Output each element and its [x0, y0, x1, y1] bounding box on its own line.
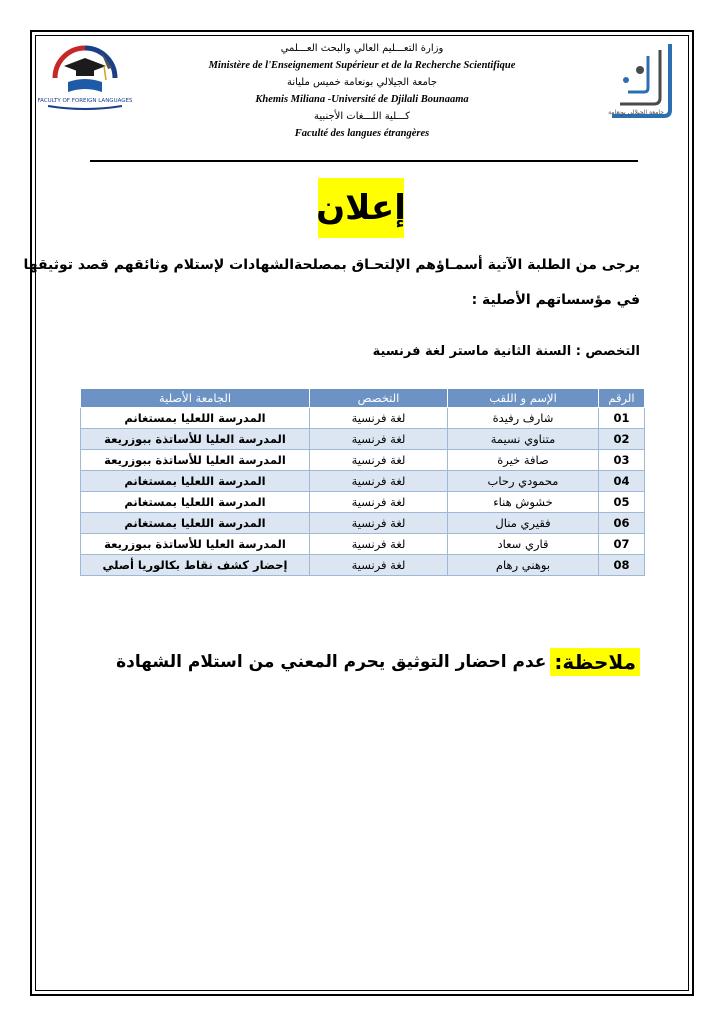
- table-row: [81, 450, 645, 471]
- row-name: قاري سعاد: [448, 534, 599, 555]
- specialty-line: التخصص : السنة الثانية ماستر لغة فرنسية: [372, 344, 640, 359]
- row-number: 04: [599, 471, 645, 492]
- university-name-fr: Khemis Miliana -Université de Djilali Bounaama: [255, 94, 469, 105]
- row-specialty: لغة فرنسية: [310, 555, 448, 576]
- row-number: 03: [599, 450, 645, 471]
- row-specialty: لغة فرنسية: [310, 534, 448, 555]
- row-university: المدرسة اللعليا بمستغانم: [81, 492, 310, 513]
- row-specialty: لغة فرنسية: [310, 513, 448, 534]
- row-university: المدرسة العليا للأساتذة ببوزريعة: [81, 429, 310, 450]
- university-logo-caption: جامعة الجيلالي بونعامة: [608, 109, 664, 116]
- table-row: [81, 408, 645, 429]
- table-row: [81, 471, 645, 492]
- faculty-name-ar: كـــلية اللـــغات الأجنبية: [314, 111, 410, 122]
- letterhead: [160, 40, 564, 142]
- row-number: 07: [599, 534, 645, 555]
- university-logo: [600, 40, 686, 122]
- row-specialty: لغة فرنسية: [310, 429, 448, 450]
- table-row: [81, 492, 645, 513]
- row-university: إحضار كشف نقاط بكالوريا أصلي: [81, 555, 310, 576]
- university-name-ar: جامعة الجيلالي بونعامة خميس مليانة: [286, 77, 438, 88]
- students-table: [80, 388, 645, 576]
- ministry-name-fr: Ministère de l'Enseignement Supérieur et de la Recherche Scientifique: [208, 60, 516, 71]
- row-name: خشوش هناء: [448, 492, 599, 513]
- table-row: [81, 513, 645, 534]
- row-number: 08: [599, 555, 645, 576]
- row-number: 06: [599, 513, 645, 534]
- faculty-name-fr: Faculté des langues étrangères: [294, 128, 430, 139]
- row-specialty: لغة فرنسية: [310, 450, 448, 471]
- faculty-logo: [38, 40, 132, 114]
- column-header-university: الجامعة الأصلية: [81, 389, 310, 408]
- announcement-title-box: [318, 178, 404, 238]
- row-specialty: لغة فرنسية: [310, 492, 448, 513]
- announcement-title: إعلان: [316, 188, 406, 228]
- announcement-body-line-1: يرجى من الطلبة الآتية أسمـاؤهم الإلتحـاق بمصلحةالشهادات لإستلام وثائقهم قصد توثيقها: [23, 257, 640, 273]
- note-text: عدم احضار التوثيق يحرم المعني من استلام الشهادة: [116, 652, 547, 672]
- row-name: بوهني رهام: [448, 555, 599, 576]
- header-divider: [90, 160, 638, 162]
- row-university: المدرسة اللعليا بمستغانم: [81, 513, 310, 534]
- note: [116, 648, 640, 676]
- row-number: 05: [599, 492, 645, 513]
- column-header-name: الإسم و اللقب: [448, 389, 599, 408]
- row-university: المدرسة العليا للأساتذة ببوزريعة: [81, 534, 310, 555]
- table-row: [81, 534, 645, 555]
- announcement-body-line-2: في مؤسساتهم الأصلية :: [471, 292, 640, 308]
- row-university: المدرسة اللعليا بمستغانم: [81, 408, 310, 429]
- row-number: 01: [599, 408, 645, 429]
- row-name: شارف رفيدة: [448, 408, 599, 429]
- row-name: فقيري منال: [448, 513, 599, 534]
- row-specialty: لغة فرنسية: [310, 408, 448, 429]
- row-name: صافة خيرة: [448, 450, 599, 471]
- table-row: [81, 555, 645, 576]
- row-name: محمودي رحاب: [448, 471, 599, 492]
- ministry-name-ar: وزارة التعـــليم العالي والبحث العـــلمي: [280, 43, 444, 54]
- table-row: [81, 429, 645, 450]
- column-header-specialty: التخصص: [310, 389, 448, 408]
- row-university: المدرسة اللعليا بمستغانم: [81, 471, 310, 492]
- row-name: متناوي نسيمة: [448, 429, 599, 450]
- row-university: المدرسة العليا للأساتذة ببوزريعة: [81, 450, 310, 471]
- row-specialty: لغة فرنسية: [310, 471, 448, 492]
- row-number: 02: [599, 429, 645, 450]
- table-header-row: [81, 389, 645, 408]
- faculty-logo-caption: FACULTY OF FOREIGN LANGUAGES: [38, 98, 132, 104]
- note-label: ملاحظة:: [550, 648, 640, 676]
- column-header-number: الرقم: [599, 389, 645, 408]
